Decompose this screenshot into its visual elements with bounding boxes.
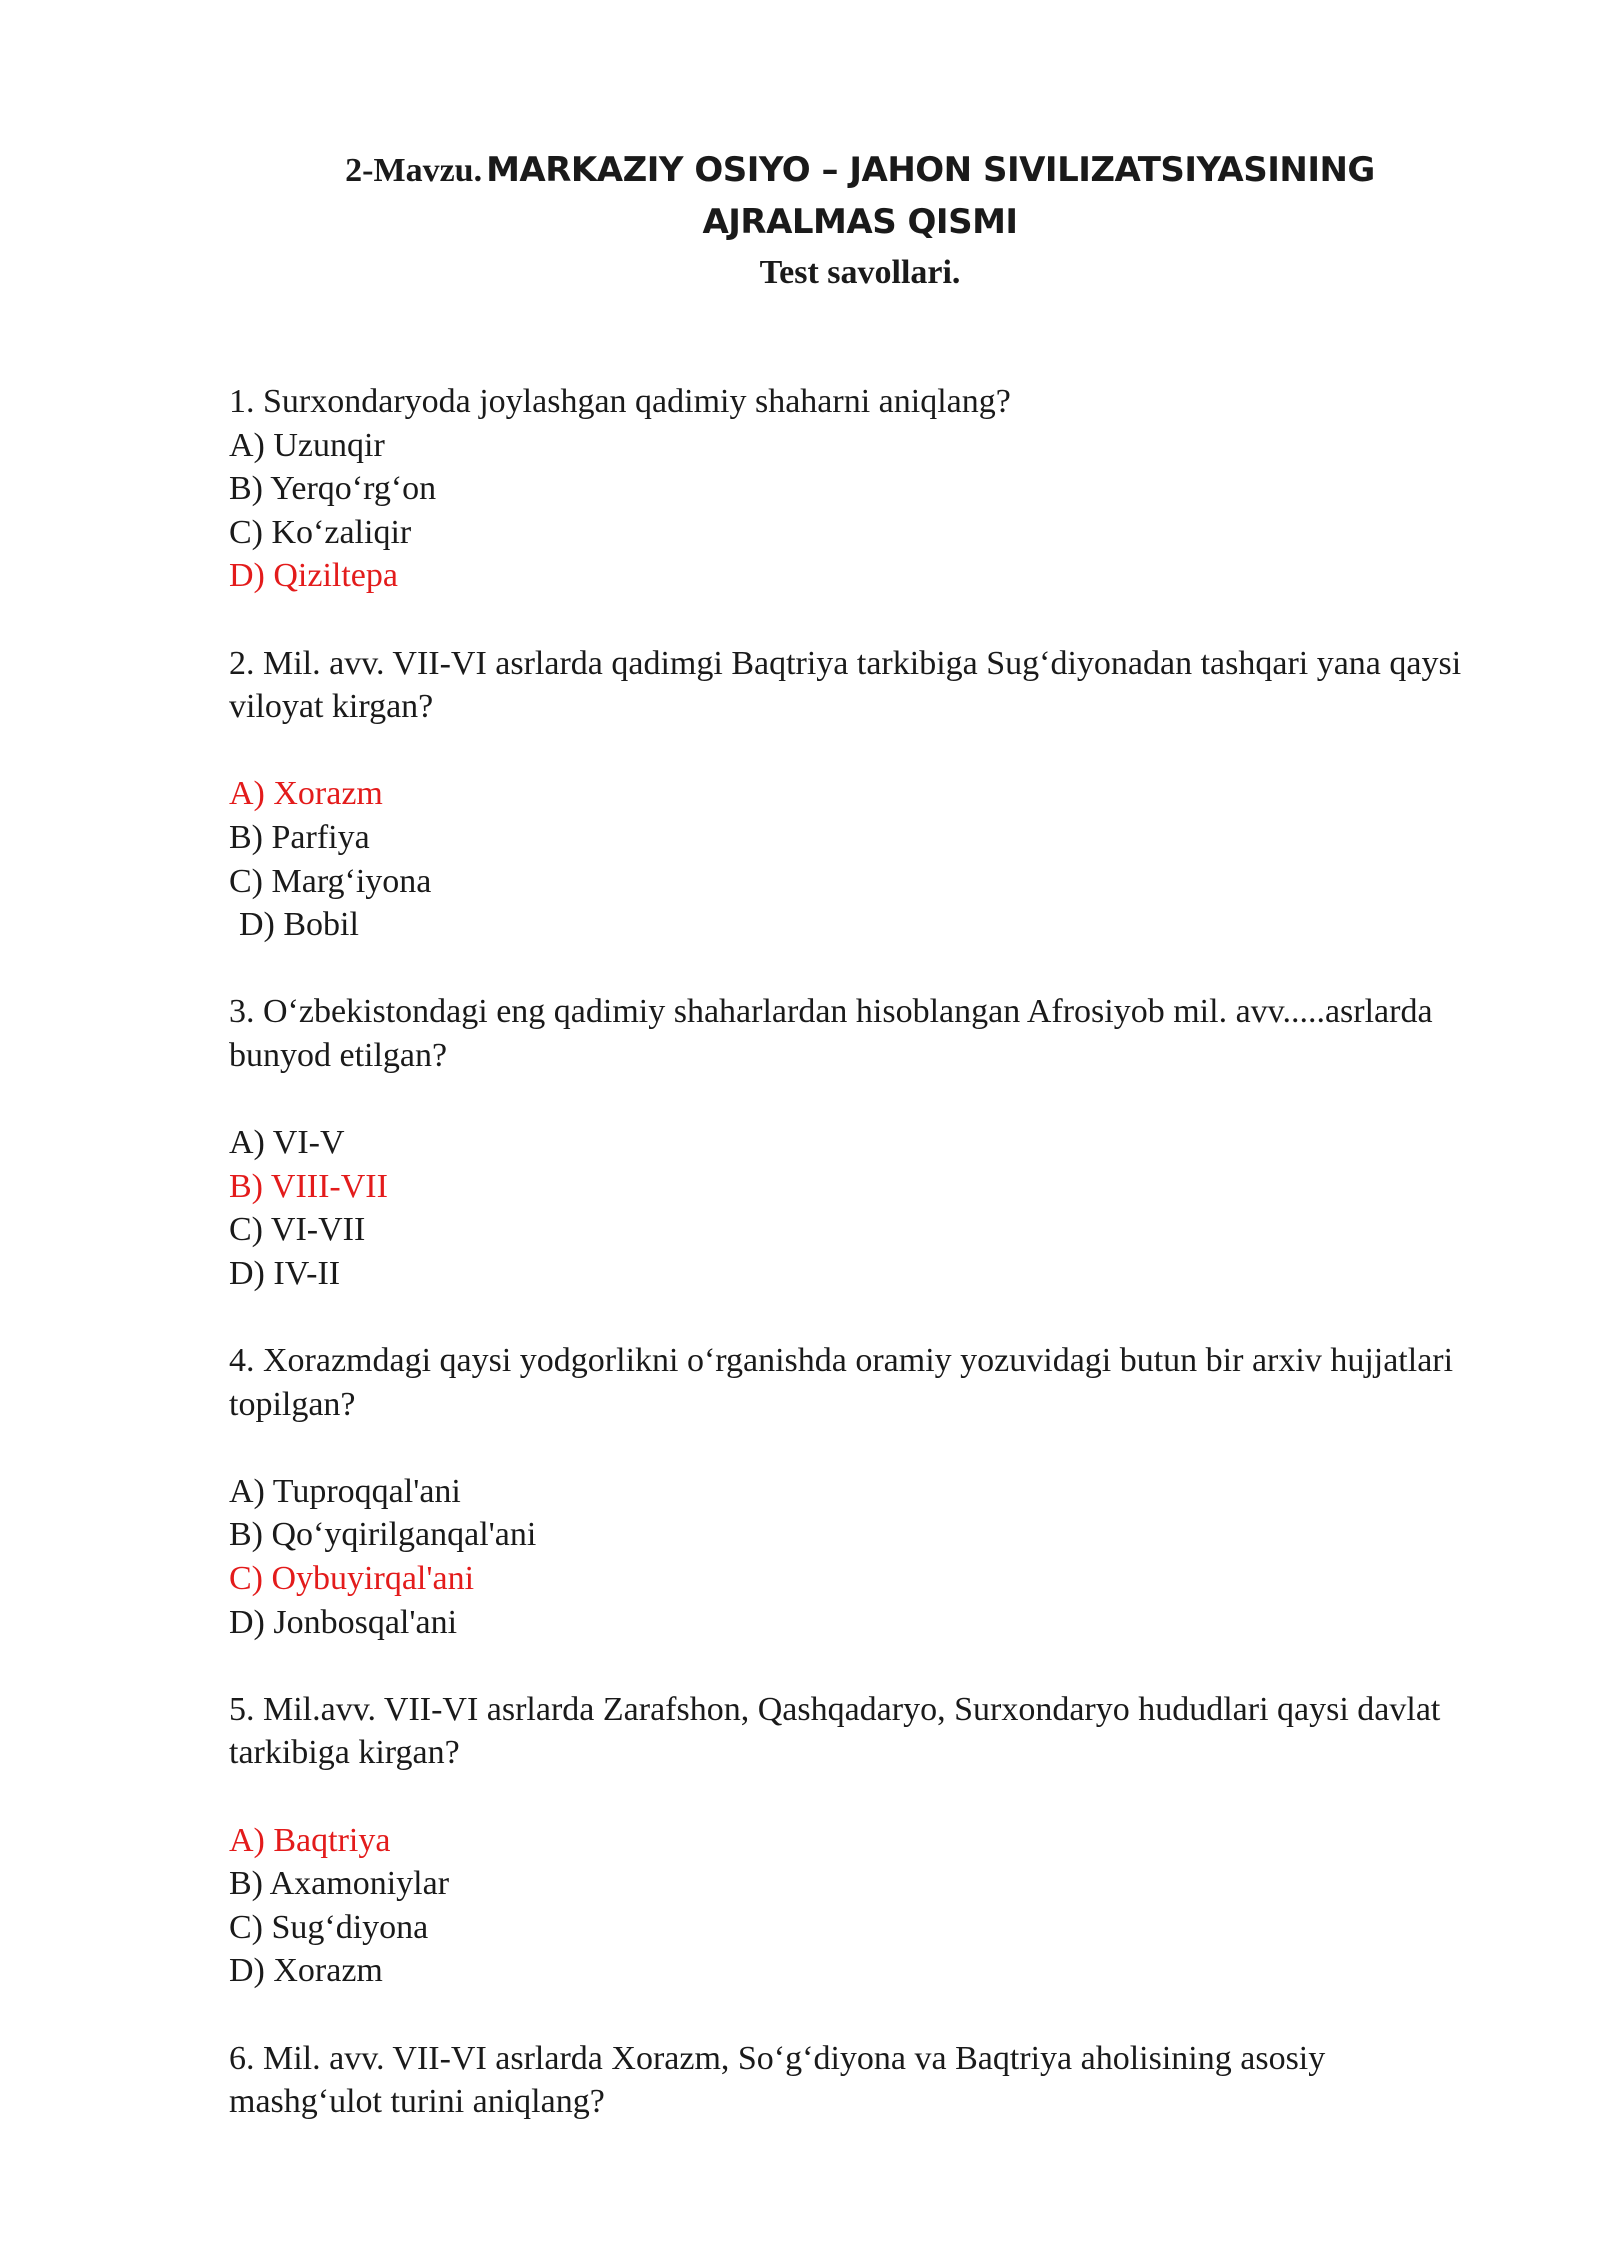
answer-option-c-correct: C) Oybuyirqal'ani	[229, 1560, 475, 1598]
answer-option-d: D) Jonbosqal'ani	[229, 1603, 458, 1641]
answer-option-b: B) Parfiya	[229, 818, 370, 856]
question-text: 3. O‘zbekistondagi eng qadimiy shaharlardan hisoblangan Afrosiyob mil. avv.....asrlarda bunyod etilgan?	[229, 993, 1433, 1074]
question-text: 1. Surxondaryoda joylashgan qadimiy shaharni aniqlang?	[229, 383, 1011, 420]
answer-option-b: B) Axamoniylar	[229, 1865, 450, 1903]
question-1	[229, 380, 1479, 598]
topic-label: 2-Mavzu.	[345, 152, 483, 189]
answer-option-a: A) Uzunqir	[229, 426, 385, 464]
answer-option-b: B) Qo‘yqirilganqal'ani	[229, 1516, 537, 1554]
question-text: 5. Mil.avv. VII-VI asrlarda Zarafshon, Qashqadaryo, Surxondaryo hududlari qaysi davlat tarkibiga kirgan?	[229, 1690, 1441, 1772]
question-3	[229, 990, 1479, 1295]
title-line-1	[0, 150, 1600, 190]
title-line-2	[0, 202, 1600, 242]
question-list	[229, 380, 1479, 2167]
spacer	[229, 1426, 1479, 1470]
question-text: 6. Mil. avv. VII-VI asrlarda Xorazm, So‘g‘diyona va Baqtriya aholisining asosiy mashg‘ulot turini aniqlang?	[229, 2039, 1326, 2121]
question-4	[229, 1339, 1479, 1644]
answer-option-a-correct: A) Xorazm	[229, 775, 383, 813]
question-5	[229, 1688, 1479, 1993]
subtitle: Test savollari.	[759, 254, 961, 291]
answer-option-b-correct: B) VIII-VII	[229, 1167, 388, 1205]
question-6	[229, 2037, 1479, 2124]
answer-option-c: C) Marg‘iyona	[229, 862, 432, 900]
answer-option-a-correct: A) Baqtriya	[229, 1821, 391, 1859]
title-text-2: AJRALMAS QISMI	[702, 202, 1018, 242]
answer-option-c: C) Ko‘zaliqir	[229, 513, 412, 551]
answer-option-d: D) Bobil	[239, 906, 359, 944]
question-text: 2. Mil. avv. VII-VI asrlarda qadimgi Baqtriya tarkibiga Sug‘diyonadan tashqari yana qaysi viloyat kirgan?	[229, 644, 1462, 726]
spacer	[229, 1775, 1479, 1819]
spacer	[229, 729, 1479, 773]
answer-option-a: A) Tuproqqal'ani	[229, 1472, 461, 1510]
answer-option-c: C) VI-VII	[229, 1211, 366, 1249]
answer-option-d: D) IV-II	[229, 1254, 341, 1292]
title-text-1: MARKAZIY OSIYO – JAHON SIVILIZATSIYASINING	[486, 150, 1375, 190]
answer-option-a: A) VI-V	[229, 1124, 345, 1162]
answer-option-d: D) Xorazm	[229, 1952, 383, 1990]
spacer	[229, 1078, 1479, 1122]
question-2	[229, 642, 1479, 947]
answer-option-d-correct: D) Qiziltepa	[229, 557, 398, 595]
question-text: 4. Xorazmdagi qaysi yodgorlikni o‘rganishda oramiy yozuvidagi butun bir arxiv hujjatlari topilgan?	[229, 1342, 1454, 1423]
answer-option-c: C) Sug‘diyona	[229, 1908, 429, 1946]
answer-option-b: B) Yerqo‘rg‘on	[229, 470, 437, 508]
